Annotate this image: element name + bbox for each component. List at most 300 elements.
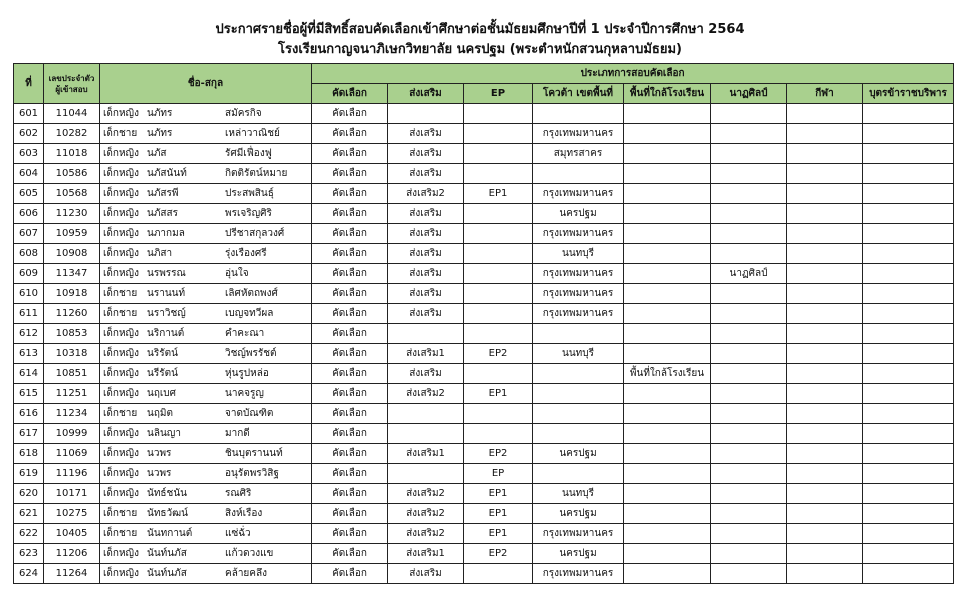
- first-name: นัทธวัฒน์: [147, 507, 189, 519]
- exam-id: 10918: [44, 284, 100, 304]
- name-prefix: เด็กหญิง: [103, 547, 139, 559]
- first-name: นันท์นภัส: [147, 547, 187, 559]
- table-row: [14, 124, 954, 144]
- cell-promotion: ส่งเสริม: [388, 224, 464, 244]
- cell-sports: [787, 304, 863, 324]
- last-name: เลิศหัตถพงศ์: [225, 287, 278, 299]
- cell-thai-dance: [711, 204, 787, 224]
- last-name: พรเจริญศิริ: [225, 207, 272, 219]
- table-row: [14, 324, 954, 344]
- exam-id: 10282: [44, 124, 100, 144]
- name-prefix: เด็กชาย: [103, 127, 138, 139]
- student-name: [100, 284, 312, 304]
- first-name: นภากมล: [147, 227, 185, 239]
- exam-id: 11230: [44, 204, 100, 224]
- cell-area-quota: [533, 404, 624, 424]
- cell-ep-program: [464, 104, 533, 124]
- exam-id: 10999: [44, 424, 100, 444]
- cell-sports: [787, 504, 863, 524]
- cell-thai-dance: [711, 244, 787, 264]
- last-name: จาดบัณฑิต: [225, 407, 274, 419]
- header-name: ชื่อ-สกุล: [100, 64, 312, 104]
- row-number: 622: [14, 524, 44, 544]
- cell-promotion: [388, 104, 464, 124]
- cell-ep-program: [464, 324, 533, 344]
- exam-id: 10586: [44, 164, 100, 184]
- cell-near-school: [624, 164, 711, 184]
- cell-ep-program: [464, 404, 533, 424]
- first-name: นันท์นภัส: [147, 567, 187, 579]
- header-col-8: บุตรข้าราชบริพาร: [863, 84, 954, 104]
- cell-sports: [787, 164, 863, 184]
- cell-thai-dance: [711, 164, 787, 184]
- cell-ep-program: EP2: [464, 444, 533, 464]
- cell-ep-program: [464, 424, 533, 444]
- cell-near-school: [624, 484, 711, 504]
- last-name: แก้วดวงแข: [225, 547, 274, 559]
- row-number: 609: [14, 264, 44, 284]
- cell-selection: คัดเลือก: [312, 204, 388, 224]
- table-row: [14, 484, 954, 504]
- cell-thai-dance: [711, 424, 787, 444]
- cell-promotion: [388, 324, 464, 344]
- cell-near-school: [624, 344, 711, 364]
- student-name: [100, 104, 312, 124]
- cell-royal-staff-child: [863, 324, 954, 344]
- cell-thai-dance: [711, 404, 787, 424]
- cell-thai-dance: [711, 224, 787, 244]
- cell-promotion: ส่งเสริม2: [388, 504, 464, 524]
- cell-royal-staff-child: [863, 484, 954, 504]
- name-prefix: เด็กหญิง: [103, 367, 139, 379]
- first-name: นภัส: [147, 147, 167, 159]
- exam-id: 10908: [44, 244, 100, 264]
- student-name: [100, 484, 312, 504]
- cell-near-school: [624, 524, 711, 544]
- cell-promotion: ส่งเสริม: [388, 124, 464, 144]
- exam-id: 10275: [44, 504, 100, 524]
- cell-area-quota: นครปฐม: [533, 504, 624, 524]
- row-number: 623: [14, 544, 44, 564]
- candidates-table: [13, 63, 954, 584]
- cell-area-quota: กรุงเทพมหานคร: [533, 264, 624, 284]
- cell-sports: [787, 124, 863, 144]
- cell-near-school: [624, 544, 711, 564]
- last-name: คำคะณา: [225, 327, 265, 339]
- cell-sports: [787, 424, 863, 444]
- cell-area-quota: [533, 384, 624, 404]
- first-name: นริรัตน์: [147, 347, 178, 359]
- cell-royal-staff-child: [863, 164, 954, 184]
- cell-ep-program: [464, 204, 533, 224]
- cell-selection: คัดเลือก: [312, 264, 388, 284]
- cell-sports: [787, 224, 863, 244]
- cell-area-quota: กรุงเทพมหานคร: [533, 184, 624, 204]
- student-name: [100, 224, 312, 244]
- cell-area-quota: กรุงเทพมหานคร: [533, 564, 624, 584]
- cell-selection: คัดเลือก: [312, 144, 388, 164]
- row-number: 617: [14, 424, 44, 444]
- row-number: 611: [14, 304, 44, 324]
- cell-promotion: [388, 404, 464, 424]
- name-prefix: เด็กหญิง: [103, 327, 139, 339]
- document-title: ประกาศรายชื่อผู้ที่มีสิทธิ์สอบคัดเลือกเข้าศึกษาต่อชั้นมัธยมศึกษาปีที่ 1 ประจำปีการศึกษา 2564: [215, 22, 745, 37]
- name-prefix: เด็กหญิง: [103, 187, 139, 199]
- student-name: [100, 264, 312, 284]
- table-row: [14, 424, 954, 444]
- cell-ep-program: EP2: [464, 344, 533, 364]
- cell-area-quota: นนทบุรี: [533, 244, 624, 264]
- cell-thai-dance: [711, 384, 787, 404]
- cell-ep-program: EP1: [464, 504, 533, 524]
- row-number: 612: [14, 324, 44, 344]
- cell-area-quota: [533, 364, 624, 384]
- cell-sports: [787, 244, 863, 264]
- cell-thai-dance: [711, 124, 787, 144]
- cell-ep-program: [464, 264, 533, 284]
- cell-near-school: [624, 564, 711, 584]
- table-row: [14, 264, 954, 284]
- cell-thai-dance: [711, 524, 787, 544]
- cell-sports: [787, 344, 863, 364]
- cell-ep-program: EP1: [464, 524, 533, 544]
- name-prefix: เด็กหญิง: [103, 427, 139, 439]
- cell-near-school: [624, 124, 711, 144]
- cell-selection: คัดเลือก: [312, 324, 388, 344]
- cell-sports: [787, 564, 863, 584]
- name-prefix: เด็กหญิง: [103, 167, 139, 179]
- row-number: 613: [14, 344, 44, 364]
- row-number: 616: [14, 404, 44, 424]
- last-name: รุ่งเรืองศรี: [225, 247, 267, 259]
- table-row: [14, 364, 954, 384]
- last-name: สิงห์เรือง: [225, 507, 263, 519]
- name-prefix: เด็กหญิง: [103, 387, 139, 399]
- last-name: คล้ายคลึง: [225, 567, 267, 579]
- last-name: เบญจทวีผล: [225, 307, 274, 319]
- last-name: ชินบุตรานนท์: [225, 447, 283, 459]
- cell-promotion: ส่งเสริม: [388, 144, 464, 164]
- cell-selection: คัดเลือก: [312, 284, 388, 304]
- name-prefix: เด็กหญิง: [103, 467, 139, 479]
- exam-id: 10405: [44, 524, 100, 544]
- cell-promotion: ส่งเสริม: [388, 164, 464, 184]
- student-name: [100, 404, 312, 424]
- name-prefix: เด็กหญิง: [103, 267, 139, 279]
- cell-area-quota: กรุงเทพมหานคร: [533, 124, 624, 144]
- cell-sports: [787, 524, 863, 544]
- name-prefix: เด็กหญิง: [103, 247, 139, 259]
- row-number: 614: [14, 364, 44, 384]
- cell-royal-staff-child: [863, 464, 954, 484]
- first-name: นริกานต์: [147, 327, 185, 339]
- table-row: [14, 384, 954, 404]
- cell-thai-dance: [711, 304, 787, 324]
- exam-id: 10959: [44, 224, 100, 244]
- last-name: เหล่าวาณิชย์: [225, 127, 280, 139]
- first-name: นฤมิต: [147, 407, 173, 419]
- cell-near-school: [624, 384, 711, 404]
- exam-id: 11260: [44, 304, 100, 324]
- cell-area-quota: กรุงเทพมหานคร: [533, 304, 624, 324]
- cell-sports: [787, 484, 863, 504]
- cell-selection: คัดเลือก: [312, 424, 388, 444]
- cell-selection: คัดเลือก: [312, 544, 388, 564]
- cell-near-school: พื้นที่ใกล้โรงเรียน: [624, 364, 711, 384]
- last-name: กิตติรัตน์หมาย: [225, 167, 288, 179]
- cell-ep-program: [464, 124, 533, 144]
- exam-id: 11018: [44, 144, 100, 164]
- cell-selection: คัดเลือก: [312, 464, 388, 484]
- exam-id: 11196: [44, 464, 100, 484]
- last-name: หุ่นรูปหล่อ: [225, 367, 269, 379]
- cell-sports: [787, 144, 863, 164]
- cell-near-school: [624, 404, 711, 424]
- cell-area-quota: นนทบุรี: [533, 484, 624, 504]
- cell-sports: [787, 364, 863, 384]
- cell-promotion: ส่งเสริม: [388, 244, 464, 264]
- cell-royal-staff-child: [863, 184, 954, 204]
- row-number: 615: [14, 384, 44, 404]
- table-row: [14, 404, 954, 424]
- row-number: 604: [14, 164, 44, 184]
- first-name: นภัสรพี: [147, 187, 179, 199]
- table-row: [14, 524, 954, 544]
- row-number: 608: [14, 244, 44, 264]
- cell-promotion: ส่งเสริม: [388, 204, 464, 224]
- row-number: 620: [14, 484, 44, 504]
- header-exam-type-group: ประเภทการสอบคัดเลือก: [312, 64, 954, 84]
- cell-promotion: ส่งเสริม2: [388, 524, 464, 544]
- exam-id: 10851: [44, 364, 100, 384]
- cell-selection: คัดเลือก: [312, 524, 388, 544]
- name-prefix: เด็กหญิง: [103, 347, 139, 359]
- header-exam-id-line1: เลขประจำตัว: [48, 73, 95, 83]
- row-number: 607: [14, 224, 44, 244]
- table-row: [14, 284, 954, 304]
- last-name: มากดี: [225, 427, 250, 439]
- cell-royal-staff-child: [863, 404, 954, 424]
- cell-thai-dance: [711, 544, 787, 564]
- cell-area-quota: สมุทรสาคร: [533, 144, 624, 164]
- exam-id: 11044: [44, 104, 100, 124]
- row-number: 605: [14, 184, 44, 204]
- school-name: โรงเรียนกาญจนาภิเษกวิทยาลัย นครปฐม (พระตำหนักสวนกุหลาบมัธยม): [278, 42, 682, 57]
- cell-sports: [787, 264, 863, 284]
- first-name: นวพร: [147, 467, 172, 479]
- cell-area-quota: กรุงเทพมหานคร: [533, 524, 624, 544]
- cell-royal-staff-child: [863, 504, 954, 524]
- row-number: 619: [14, 464, 44, 484]
- cell-sports: [787, 284, 863, 304]
- table-row: [14, 164, 954, 184]
- table-row: [14, 504, 954, 524]
- cell-thai-dance: [711, 504, 787, 524]
- last-name: รณศิริ: [225, 487, 252, 499]
- header-no: ที่: [14, 64, 44, 104]
- first-name: นลินญา: [147, 427, 181, 439]
- cell-ep-program: [464, 564, 533, 584]
- name-prefix: เด็กชาย: [103, 527, 138, 539]
- cell-promotion: ส่งเสริม1: [388, 544, 464, 564]
- table-row: [14, 444, 954, 464]
- cell-near-school: [624, 424, 711, 444]
- student-name: [100, 424, 312, 444]
- cell-ep-program: [464, 164, 533, 184]
- cell-royal-staff-child: [863, 344, 954, 364]
- cell-sports: [787, 184, 863, 204]
- table-row: [14, 204, 954, 224]
- student-name: [100, 184, 312, 204]
- cell-selection: คัดเลือก: [312, 224, 388, 244]
- cell-selection: คัดเลือก: [312, 244, 388, 264]
- name-prefix: เด็กชาย: [103, 507, 138, 519]
- exam-id: 11264: [44, 564, 100, 584]
- cell-thai-dance: นาฏศิลป์: [711, 264, 787, 284]
- cell-area-quota: นครปฐม: [533, 544, 624, 564]
- name-prefix: เด็กหญิง: [103, 487, 139, 499]
- cell-near-school: [624, 464, 711, 484]
- cell-thai-dance: [711, 184, 787, 204]
- student-name: [100, 464, 312, 484]
- header-col-6: นาฏศิลป์: [711, 84, 787, 104]
- cell-promotion: ส่งเสริม: [388, 284, 464, 304]
- cell-selection: คัดเลือก: [312, 484, 388, 504]
- cell-royal-staff-child: [863, 284, 954, 304]
- cell-area-quota: [533, 164, 624, 184]
- student-name: [100, 524, 312, 544]
- row-number: 606: [14, 204, 44, 224]
- name-prefix: เด็กหญิง: [103, 207, 139, 219]
- cell-royal-staff-child: [863, 264, 954, 284]
- first-name: นภัสสร: [147, 207, 179, 219]
- student-name: [100, 364, 312, 384]
- table-row: [14, 304, 954, 324]
- table-row: [14, 544, 954, 564]
- exam-id: 10318: [44, 344, 100, 364]
- cell-royal-staff-child: [863, 104, 954, 124]
- table-row: [14, 564, 954, 584]
- table-row: [14, 144, 954, 164]
- cell-ep-program: [464, 224, 533, 244]
- name-prefix: เด็กชาย: [103, 307, 138, 319]
- cell-promotion: ส่งเสริม: [388, 264, 464, 284]
- cell-promotion: ส่งเสริม2: [388, 184, 464, 204]
- cell-near-school: [624, 504, 711, 524]
- table-row: [14, 224, 954, 244]
- cell-ep-program: EP: [464, 464, 533, 484]
- name-prefix: เด็กหญิง: [103, 227, 139, 239]
- cell-area-quota: [533, 104, 624, 124]
- cell-ep-program: [464, 244, 533, 264]
- table-row: [14, 464, 954, 484]
- cell-sports: [787, 324, 863, 344]
- cell-near-school: [624, 104, 711, 124]
- cell-royal-staff-child: [863, 244, 954, 264]
- student-name: [100, 544, 312, 564]
- cell-selection: คัดเลือก: [312, 384, 388, 404]
- cell-near-school: [624, 264, 711, 284]
- last-name: นาคจรูญ: [225, 387, 264, 399]
- cell-area-quota: กรุงเทพมหานคร: [533, 224, 624, 244]
- last-name: แซ่ฉั่ว: [225, 527, 251, 539]
- row-number: 601: [14, 104, 44, 124]
- cell-promotion: [388, 464, 464, 484]
- exam-id: 11069: [44, 444, 100, 464]
- cell-promotion: ส่งเสริม: [388, 304, 464, 324]
- cell-royal-staff-child: [863, 204, 954, 224]
- cell-near-school: [624, 244, 711, 264]
- student-name: [100, 324, 312, 344]
- student-name: [100, 204, 312, 224]
- first-name: นภิสา: [147, 247, 173, 259]
- exam-id: 10171: [44, 484, 100, 504]
- first-name: นวพร: [147, 447, 172, 459]
- last-name: วิชญ์พรรัชต์: [225, 347, 277, 359]
- cell-thai-dance: [711, 564, 787, 584]
- cell-royal-staff-child: [863, 444, 954, 464]
- first-name: นันทกานต์: [147, 527, 193, 539]
- cell-royal-staff-child: [863, 124, 954, 144]
- first-name: นฤเบศ: [147, 387, 177, 399]
- row-number: 603: [14, 144, 44, 164]
- cell-area-quota: นครปฐม: [533, 204, 624, 224]
- first-name: นภัสนันท์: [147, 167, 187, 179]
- name-prefix: เด็กหญิง: [103, 107, 139, 119]
- student-name: [100, 164, 312, 184]
- cell-near-school: [624, 324, 711, 344]
- row-number: 624: [14, 564, 44, 584]
- cell-royal-staff-child: [863, 144, 954, 164]
- cell-near-school: [624, 284, 711, 304]
- name-prefix: เด็กหญิง: [103, 447, 139, 459]
- student-name: [100, 444, 312, 464]
- cell-ep-program: [464, 144, 533, 164]
- name-prefix: เด็กหญิง: [103, 567, 139, 579]
- cell-promotion: ส่งเสริม2: [388, 384, 464, 404]
- first-name: นัทธ์ชนัน: [147, 487, 187, 499]
- first-name: นรพรรณ: [147, 267, 186, 279]
- table-row: [14, 244, 954, 264]
- cell-sports: [787, 204, 863, 224]
- table-row: [14, 184, 954, 204]
- cell-area-quota: กรุงเทพมหานคร: [533, 284, 624, 304]
- cell-ep-program: [464, 304, 533, 324]
- row-number: 610: [14, 284, 44, 304]
- cell-near-school: [624, 184, 711, 204]
- cell-selection: คัดเลือก: [312, 504, 388, 524]
- cell-near-school: [624, 224, 711, 244]
- cell-sports: [787, 404, 863, 424]
- cell-ep-program: EP1: [464, 184, 533, 204]
- cell-ep-program: EP1: [464, 484, 533, 504]
- cell-royal-staff-child: [863, 364, 954, 384]
- student-name: [100, 124, 312, 144]
- cell-royal-staff-child: [863, 544, 954, 564]
- cell-thai-dance: [711, 364, 787, 384]
- cell-selection: คัดเลือก: [312, 304, 388, 324]
- exam-id: 11234: [44, 404, 100, 424]
- exam-id: 11206: [44, 544, 100, 564]
- cell-thai-dance: [711, 344, 787, 364]
- cell-royal-staff-child: [863, 224, 954, 244]
- name-prefix: เด็กชาย: [103, 287, 138, 299]
- cell-promotion: [388, 424, 464, 444]
- exam-id: 10568: [44, 184, 100, 204]
- last-name: อนุรัตพรวิสิฐ: [225, 467, 279, 479]
- first-name: นราวิชญ์: [147, 307, 186, 319]
- cell-near-school: [624, 444, 711, 464]
